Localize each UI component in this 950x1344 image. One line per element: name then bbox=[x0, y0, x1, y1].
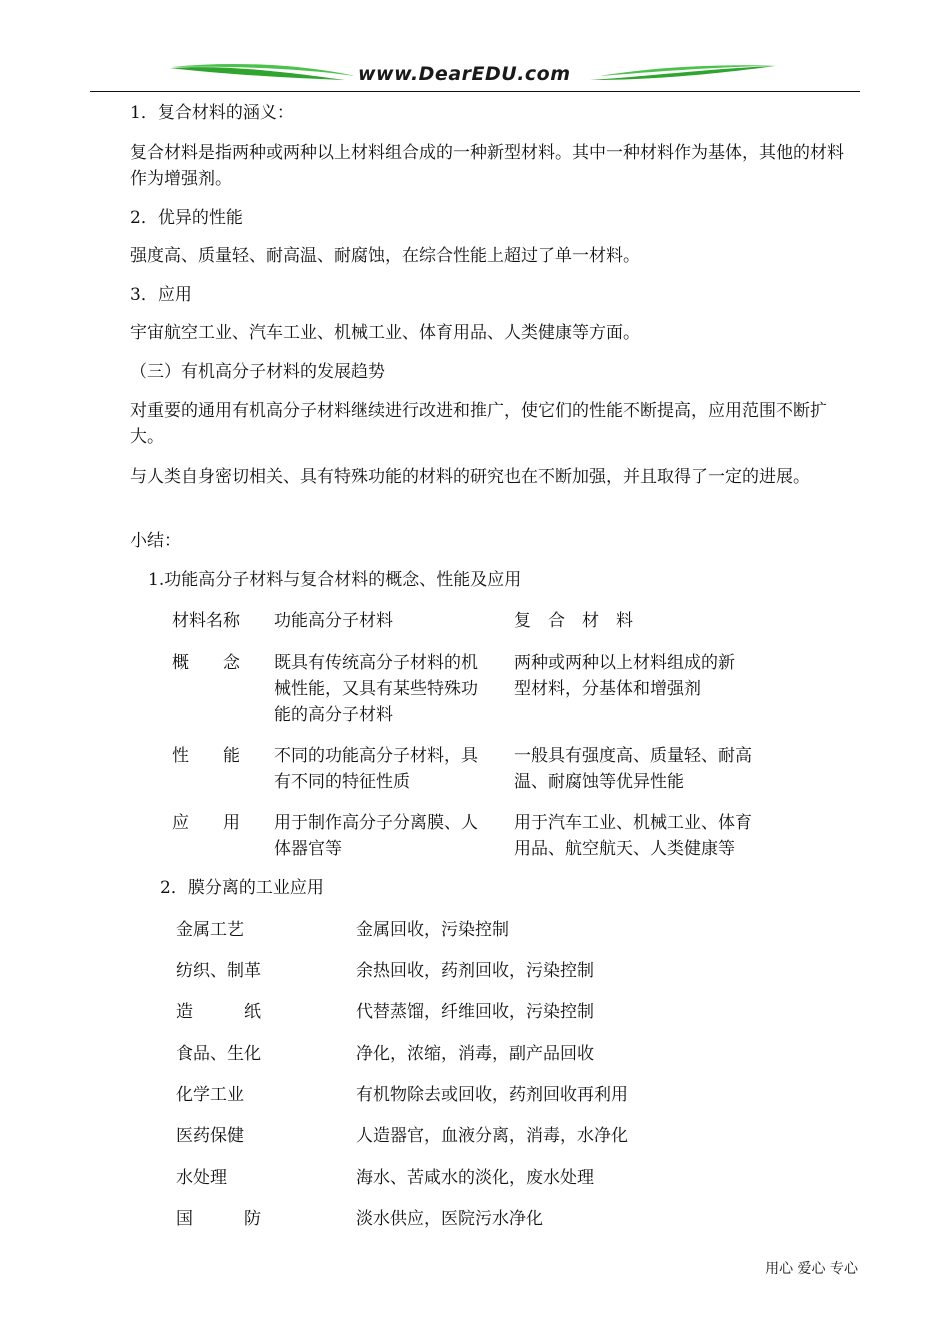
table-cell: 用于汽车工业、机械工业、体育 bbox=[514, 813, 752, 833]
membrane-industry: 纺织、制革 bbox=[176, 961, 261, 981]
membrane-industry: 水处理 bbox=[176, 1168, 227, 1188]
membrane-use: 代替蒸馏，纤维回收，污染控制 bbox=[356, 1002, 594, 1022]
membrane-use: 有机物除去或回收，药剂回收再利用 bbox=[356, 1085, 628, 1105]
paragraph-trends-1: 对重要的通用有机高分子材料继续进行改进和推广，使它们的性能不断提高，应用范围不断扩大。 bbox=[130, 401, 827, 447]
table-cell: 既具有传统高分子材料的机 bbox=[274, 653, 478, 673]
header-divider bbox=[90, 91, 860, 92]
summary-item-1: 1.功能高分子材料与复合材料的概念、性能及应用 bbox=[148, 570, 522, 590]
membrane-use: 人造器官，血液分离，消毒，水净化 bbox=[356, 1126, 628, 1146]
page-footer: 用心 爱心 专心 bbox=[765, 1261, 858, 1277]
membrane-industry: 金属工艺 bbox=[176, 920, 244, 940]
paragraph-meaning-text: 复合材料是指两种或两种以上材料组合成的一种新型材料。其中一种材料作为基体，其他的材料作为增强剂。 bbox=[130, 143, 844, 189]
table-cell: 体器官等 bbox=[274, 839, 342, 859]
table-cell: 有不同的特征性质 bbox=[274, 772, 410, 792]
membrane-industry: 食品、生化 bbox=[176, 1044, 261, 1064]
paragraph-meaning bbox=[130, 140, 858, 192]
table-row-label-performance: 性 能 bbox=[172, 746, 240, 766]
table-cell: 用于制作高分子分离膜、人 bbox=[274, 813, 478, 833]
membrane-industry: 国 防 bbox=[176, 1209, 261, 1229]
section-heading-trends: （三）有机高分子材料的发展趋势 bbox=[130, 362, 385, 382]
membrane-industry: 医药保健 bbox=[176, 1126, 244, 1146]
table-cell: 不同的功能高分子材料，具 bbox=[274, 746, 478, 766]
table-cell: 两种或两种以上材料组成的新 bbox=[514, 653, 735, 673]
site-logo-text[interactable]: www.DearEDU.com bbox=[358, 63, 571, 85]
section-heading-properties: 2．优异的性能 bbox=[130, 208, 243, 228]
table-row-label-application: 应 用 bbox=[172, 813, 240, 833]
table-header-composite: 复 合 材 料 bbox=[514, 611, 633, 631]
paragraph-applications: 宇宙航空工业、汽车工业、机械工业、体育用品、人类健康等方面。 bbox=[130, 323, 640, 343]
section-heading-meaning: 1．复合材料的涵义： bbox=[130, 103, 294, 123]
table-cell: 用品、航空航天、人类健康等 bbox=[514, 839, 735, 859]
table-cell: 型材料，分基体和增强剂 bbox=[514, 679, 701, 699]
table-header-functional: 功能高分子材料 bbox=[274, 611, 393, 631]
paragraph-trends-2: 与人类自身密切相关、具有特殊功能的材料的研究也在不断加强，并且取得了一定的进展。 bbox=[130, 467, 810, 487]
table-cell: 温、耐腐蚀等优异性能 bbox=[514, 772, 684, 792]
table-cell: 能的高分子材料 bbox=[274, 705, 393, 725]
membrane-use: 余热回收，药剂回收，污染控制 bbox=[356, 961, 594, 981]
membrane-industry: 化学工业 bbox=[176, 1085, 244, 1105]
table-header-name: 材料名称 bbox=[172, 611, 240, 631]
table-cell: 一般具有强度高、质量轻、耐高 bbox=[514, 746, 752, 766]
membrane-heading: 2．膜分离的工业应用 bbox=[160, 878, 324, 898]
membrane-use: 海水、苦咸水的淡化，废水处理 bbox=[356, 1168, 594, 1188]
table-row-label-concept: 概 念 bbox=[172, 653, 240, 673]
page-header bbox=[90, 58, 860, 92]
section-heading-applications: 3．应用 bbox=[130, 285, 192, 305]
membrane-use: 金属回收，污染控制 bbox=[356, 920, 509, 940]
table-cell: 械性能，又具有某些特殊功 bbox=[274, 679, 478, 699]
paragraph-properties: 强度高、质量轻、耐高温、耐腐蚀，在综合性能上超过了单一材料。 bbox=[130, 246, 640, 266]
membrane-industry: 造 纸 bbox=[176, 1002, 261, 1022]
membrane-use: 淡水供应，医院污水净化 bbox=[356, 1209, 543, 1229]
summary-heading: 小结： bbox=[130, 531, 181, 551]
membrane-use: 净化，浓缩，消毒，副产品回收 bbox=[356, 1044, 594, 1064]
